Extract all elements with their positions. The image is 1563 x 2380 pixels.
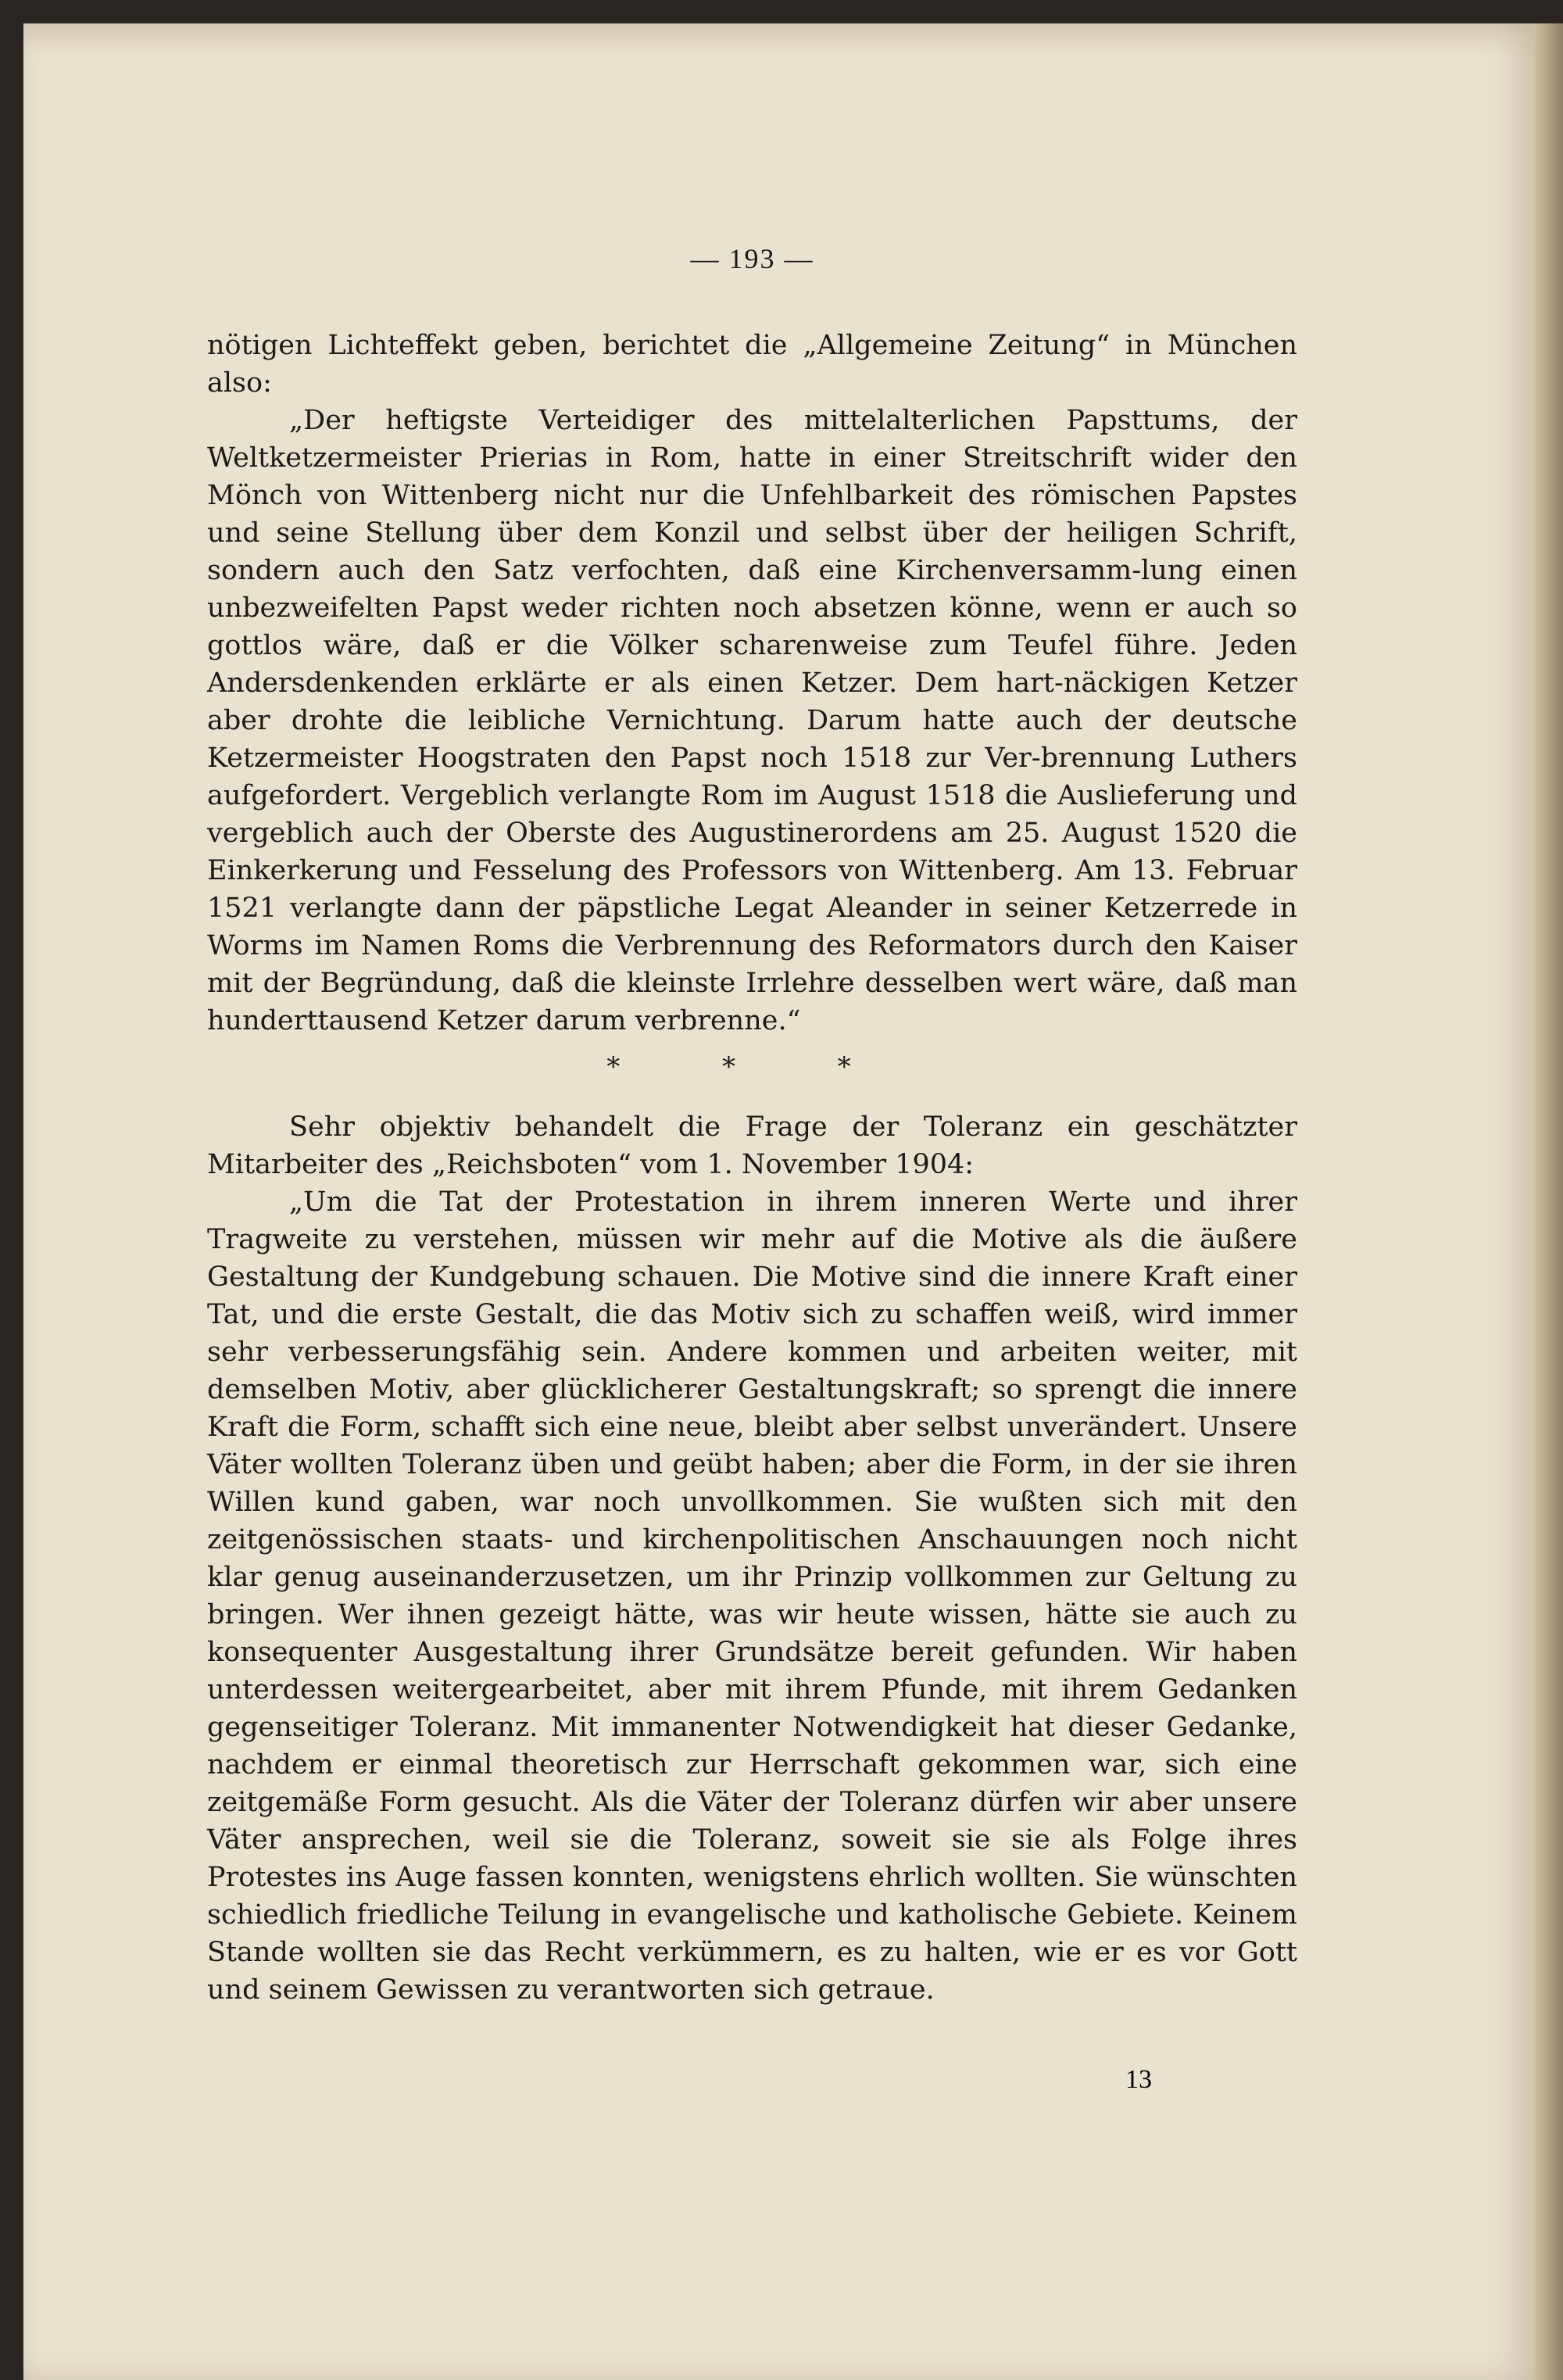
quote-paragraph-2: „Um die Tat der Protestation in ihrem inneren Werte und ihrer Tragweite zu verstehen, müssen wir mehr auf die Motive als die äußere Gestaltung der Kundgebung schauen. Die Motive sind die innere Kraft einer Tat, und die erste Gestalt, die das Motiv sich zu schaffen weiß, wird immer sehr verbesserungsfähig sein. Andere kommen und arbeiten weiter, mit demselben Motiv, aber glücklicherer Gestaltungskraft; so sprengt die innere Kraft die Form, schafft sich eine neue, bleibt aber selbst unverändert. Unsere Väter wollten Toleranz üben und geübt haben; aber die Form, in der sie ihren Willen kund gaben, war noch unvollkommen. Sie wußten sich mit den zeitgenössischen staats- und kirchenpolitischen Anschauungen noch nicht klar genug auseinanderzusetzen, um ihr Prinzip vollkommen zur Geltung zu bringen. Wer ihnen gezeigt hätte, was wir heute wissen, hätte sie auch zu konsequenter Ausgestaltung ihrer Grundsätze bereit gefunden. Wir haben unterdessen weitergearbeitet, aber mit ihrem Pfunde, mit ihrem Gedanken gegenseitiger Toleranz. Mit immanenter Notwendigkeit hat dieser Gedanke, nachdem er einmal theoretisch zur Herrschaft gekommen war, sich eine zeitgemäße Form gesucht. Als die Väter der Toleranz dürfen wir aber unsere Väter ansprechen, weil sie die Toleranz, soweit sie sie als Folge ihres Protestes ins Auge fassen konnten, wenigstens ehrlich wollten. Sie wünschten schiedlich friedliche Teilung in evangelische und katholische Gebiete. Keinem Stande wollten sie das Recht verkümmern, es zu halten, wie er es vor Gott und seinem Gewissen zu verantworten sich getraue.	[207, 1186, 1297, 2006]
text-block	[207, 242, 1297, 2009]
section-separator: * * *	[606, 1051, 898, 1083]
page-number-header: — 193 —	[690, 243, 814, 274]
paragraph-2: Sehr objektiv behandelt die Frage der Toleranz ein geschätzter Mitarbeiter des „Reichsboten“ vom 1. November 1904:	[207, 1111, 1297, 1180]
page-edge	[1533, 23, 1563, 2380]
book-page	[23, 23, 1540, 2380]
signature-mark: 13	[1125, 2065, 1152, 2094]
quote-paragraph-1: „Der heftigste Verteidiger des mittelalterlichen Papsttums, der Weltketzermeister Prierias in Rom, hatte in einer Streitschrift wider den Mönch von Wittenberg nicht nur die Unfehlbarkeit des römischen Papstes und seine Stellung über dem Konzil und selbst über der heiligen Schrift, sondern auch den Satz verfochten, daß eine Kirchenversamm-lung einen unbezweifelten Papst weder richten noch absetzen könne, wenn er auch so gottlos wäre, daß er die Völker scharenweise zum Teufel führe. Jeden Andersdenkenden erklärte er als einen Ketzer. Dem hart-näckigen Ketzer aber drohte die leibliche Vernichtung. Darum hatte auch der deutsche Ketzermeister Hoogstraten den Papst noch 1518 zur Ver-brennung Luthers aufgefordert. Vergeblich verlangte Rom im August 1518 die Auslieferung und vergeblich auch der Oberste des Augustinerordens am 25. August 1520 die Einkerkerung und Fesselung des Professors von Wittenberg. Am 13. Februar 1521 verlangte dann der päpstliche Legat Aleander in seiner Ketzerrede in Worms im Namen Roms die Verbrennung des Reformators durch den Kaiser mit der Begründung, daß die kleinste Irrlehre desselben wert wäre, daß man hunderttausend Ketzer darum verbrenne.“	[207, 405, 1297, 1036]
intro-paragraph: nötigen Lichteffekt geben, berichtet die „Allgemeine Zeitung“ in München also:	[207, 330, 1297, 399]
